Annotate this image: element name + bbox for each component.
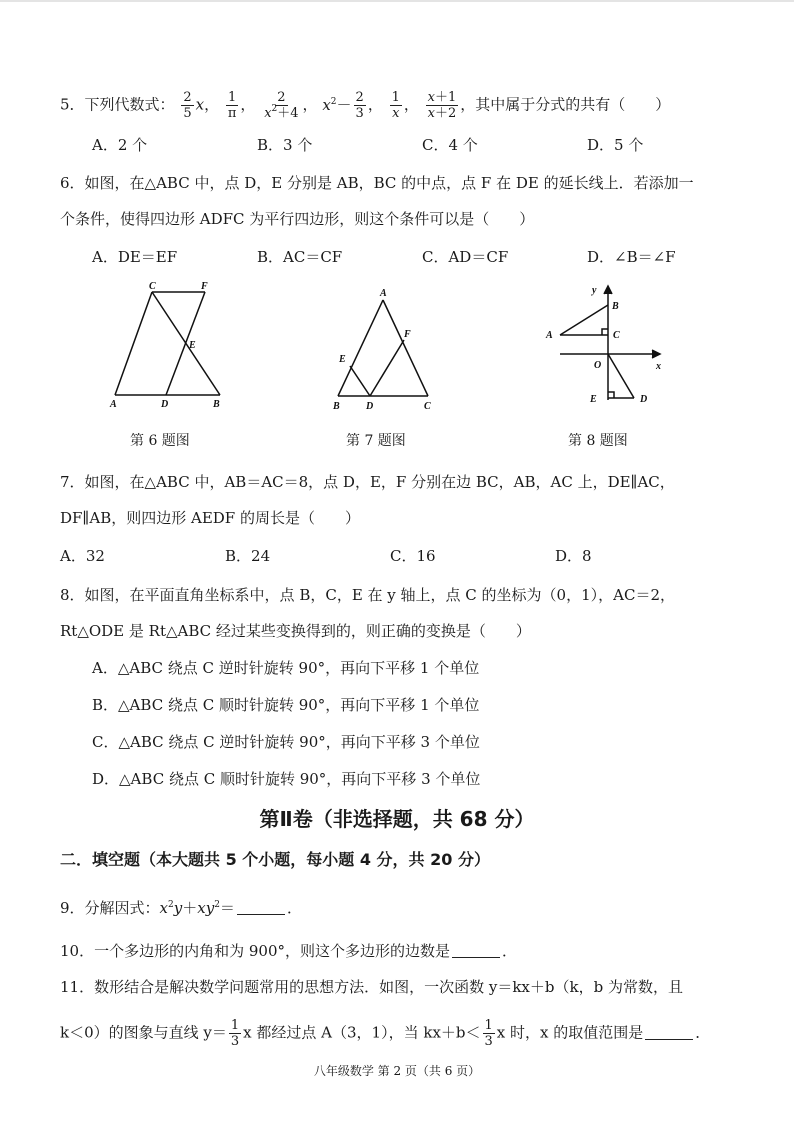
svg-text:B: B (333, 401, 340, 412)
q6-line-2: 个条件，使得四边形 ADFC 为平行四边形，则这个条件可以是（ ） (60, 210, 535, 228)
q11-answer-blank[interactable] (645, 1025, 693, 1040)
expr-2-5: $\frac{2}{5}$ (183, 90, 192, 121)
svg-text:y: y (592, 285, 597, 296)
svg-text:F: F (404, 329, 411, 340)
svg-text:B: B (213, 399, 220, 410)
expr-x2-minus: $x^2-$ (322, 95, 352, 114)
svg-text:C: C (613, 330, 620, 341)
page-top-edge (0, 0, 794, 2)
q5-option-c: C．4 个 (422, 136, 478, 154)
q7-line-2: DF∥AB，则四边形 AEDF 的周长是（ ） (60, 509, 360, 527)
q7-option-d: D．8 (555, 547, 592, 565)
part-2-title: 第Ⅱ卷（非选择题，共 68 分） (259, 807, 535, 831)
expr-xplus1-xplus2: $\frac{x+1}{x+2}$ (427, 90, 457, 121)
q8-option-c: C．△ABC 绕点 C 逆时针旋转 90°，再向下平移 3 个单位 (92, 733, 480, 751)
q6-option-d: D．∠B＝∠F (587, 248, 676, 266)
svg-text:x: x (656, 361, 661, 372)
q11-line-2-part-c: x 时，x 的取值范围是 (496, 1023, 644, 1042)
q11-line-1: 11．数形结合是解决数学问题常用的思想方法．如图，一次函数 y＝kx＋b（k，b 为常数，且 (60, 978, 683, 996)
figure-7-caption: 第 7 题图 (346, 433, 406, 449)
svg-text:C: C (149, 281, 156, 292)
q6-line-1: 6．如图，在△ABC 中，点 D，E 分别是 AB，BC 的中点，点 F 在 DE 的延长线上．若添加一 (60, 174, 694, 192)
q5-lead: 5．下列代数式： (60, 95, 175, 114)
figure-6-caption: 第 6 题图 (130, 433, 190, 449)
svg-text:D: D (640, 394, 648, 405)
q9-lead: 9．分解因式： (60, 899, 160, 917)
q6-options (92, 247, 697, 267)
svg-text:D: D (161, 399, 169, 410)
svg-text:A: A (546, 330, 553, 341)
expr-1-pi: $\frac{1}{\pi}$ (227, 90, 237, 121)
svg-text:F: F (201, 281, 208, 292)
svg-text:A: A (110, 399, 117, 410)
expr-2-3: $\frac{2}{3}$ (355, 90, 364, 121)
svg-text:E: E (590, 394, 597, 405)
expr-1-x: $\frac{1}{x}$ (391, 90, 400, 121)
q7-line-1: 7．如图，在△ABC 中，AB＝AC＝8，点 D，E，F 分别在边 BC，AB，AC 上，DE∥AC， (60, 473, 675, 491)
q7-option-b: B．24 (225, 547, 271, 565)
svg-text:E: E (339, 354, 346, 365)
q10-text: 10．一个多边形的内角和为 900°，则这个多边形的边数是 (60, 942, 450, 960)
expr-2-x2plus4: $\frac{2}{x^2+4}$ (264, 90, 299, 121)
q7-option-a: A．32 (60, 547, 105, 565)
question-9: 9．分解因式：$x^2y+xy^2=$ ． (60, 899, 302, 917)
q11-tail: ． (695, 1023, 711, 1042)
page-footer: 八年级数学 第 2 页（共 6 页） (313, 1064, 481, 1078)
section-2-title: 二．填空题（本大题共 5 个小题，每小题 4 分，共 20 分） (60, 850, 490, 869)
expr-1-3-a: $\frac{1}{3}$ (230, 1018, 240, 1049)
q5-option-a: A．2 个 (92, 136, 148, 154)
q8-line-2: Rt△ODE 是 Rt△ABC 经过某些变换得到的，则正确的变换是（ ） (60, 622, 531, 640)
svg-text:E: E (189, 340, 196, 351)
figure-7 (328, 282, 440, 417)
q5-option-b: B．3 个 (257, 136, 313, 154)
q7-options (60, 546, 615, 566)
svg-text:B: B (612, 301, 619, 312)
q7-option-c: C．16 (390, 547, 436, 565)
q11-line-2 (60, 1018, 710, 1049)
q6-option-a: A．DE＝EF (92, 248, 178, 266)
q5-options (92, 135, 667, 155)
svg-text:C: C (424, 401, 431, 412)
q5-stem: ，其中属于分式的共有（ ） (460, 95, 671, 114)
q9-tail: ． (286, 899, 302, 917)
q11-line-2-part-b: x 都经过点 A（3，1），当 kx＋b＜ (243, 1023, 481, 1042)
svg-text:A: A (380, 288, 387, 299)
q9-answer-blank[interactable] (237, 900, 285, 915)
question-10 (60, 941, 517, 961)
q11-line-2-part-a: k＜0）的图象与直线 y＝ (60, 1023, 227, 1042)
figure-8-caption: 第 8 题图 (568, 433, 628, 449)
q6-option-c: C．AD＝CF (422, 248, 509, 266)
svg-text:O: O (594, 360, 602, 371)
q6-option-b: B．AC＝CF (257, 248, 343, 266)
expr-1-3-b: $\frac{1}{3}$ (484, 1018, 493, 1049)
q8-line-1: 8．如图，在平面直角坐标系中，点 B，C，E 在 y 轴上，点 C 的坐标为（0，1），AC＝2， (60, 586, 675, 604)
figure-8 (540, 280, 670, 415)
figure-6 (105, 280, 235, 415)
question-5: 5．下列代数式： $\frac{2}{5}$ x， $\frac{1}{\pi}$ ， $\frac{2}{x^2+4}$ ， $x^2-$ $\frac{2}{3}$ ， $\frac{1}{x}$ ， $\frac{x+1}{x+2}$ ，其中属于分式的共有（ ） (60, 90, 671, 121)
q10-tail: ． (502, 942, 518, 960)
q8-option-b: B．△ABC 绕点 C 顺时针旋转 90°，再向下平移 1 个单位 (92, 696, 480, 714)
q5-option-d: D．5 个 (587, 136, 644, 154)
q10-answer-blank[interactable] (452, 943, 500, 958)
q8-option-d: D．△ABC 绕点 C 顺时针旋转 90°，再向下平移 3 个单位 (92, 770, 481, 788)
q8-option-a: A．△ABC 绕点 C 逆时针旋转 90°，再向下平移 1 个单位 (92, 659, 480, 677)
svg-text:D: D (366, 401, 374, 412)
